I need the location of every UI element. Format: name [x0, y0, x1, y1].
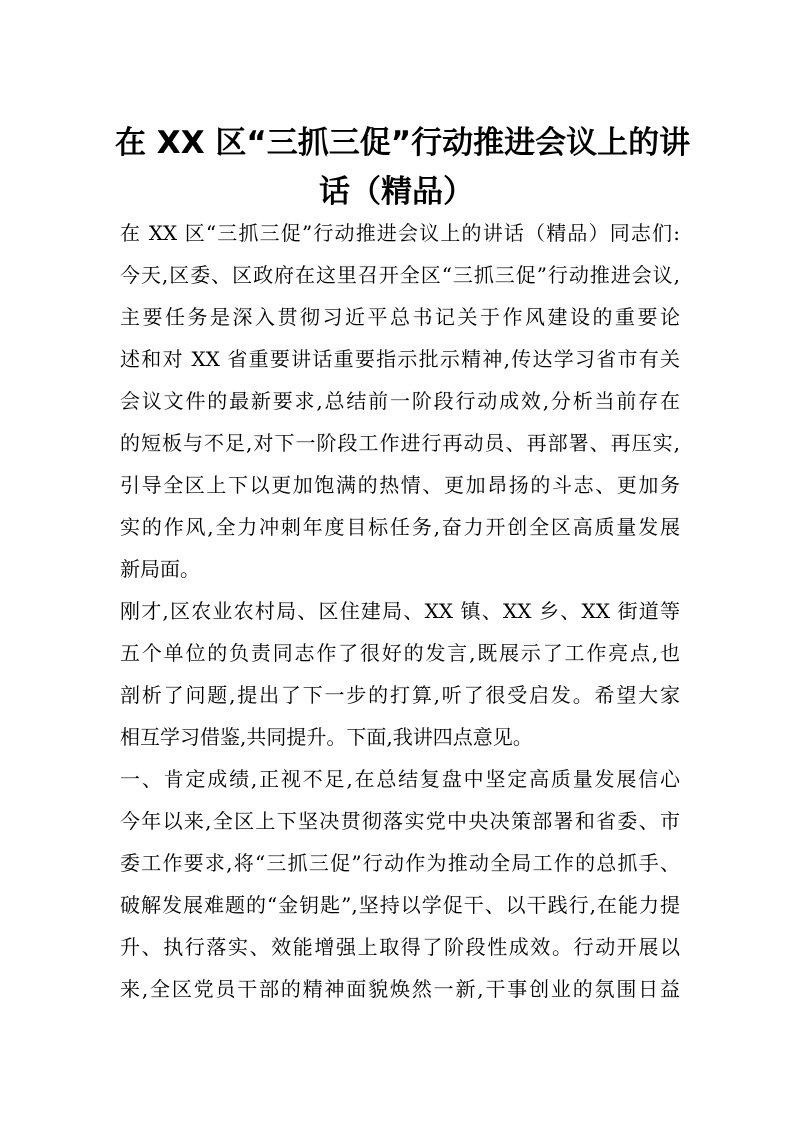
body-line: 剖析了问题,提出了下一步的打算,听了很受启发。希望大家: [120, 683, 680, 707]
body-line: 来,全区党员干部的精神面貌焕然一新,干事创业的氛围日益: [120, 977, 680, 1001]
body-line: 今天,区委、区政府在这里召开全区“三抓三促”行动推进会议,: [120, 263, 680, 287]
body-line: 述和对 XX 省重要讲话重要指示批示精神,传达学习省市有关: [120, 347, 680, 371]
body-line: 刚才,区农业农村局、区住建局、XX 镇、XX 乡、XX 街道等: [120, 599, 680, 623]
document-body: [120, 212, 680, 1010]
body-line: 的短板与不足,对下一阶段工作进行再动员、再部署、再压实,: [120, 431, 680, 455]
body-line: 升、执行落实、效能增强上取得了阶段性成效。行动开展以: [120, 935, 680, 959]
body-line: 破解发展难题的“金钥匙”,坚持以学促干、以干践行,在能力提: [120, 893, 680, 917]
body-line: 会议文件的最新要求,总结前一阶段行动成效,分析当前存在: [120, 389, 680, 413]
body-line: 今年以来,全区上下坚决贯彻落实党中央决策部署和省委、市: [120, 809, 680, 833]
body-line: 新局面。: [120, 557, 200, 581]
body-line: 五个单位的负责同志作了很好的发言,既展示了工作亮点,也: [120, 641, 680, 665]
body-line: 委工作要求,将“三抓三促”行动作为推动全局工作的总抓手、: [120, 851, 680, 875]
body-line: 引导全区上下以更加饱满的热情、更加昂扬的斗志、更加务: [120, 473, 680, 497]
body-line: 相互学习借鉴,共同提升。下面,我讲四点意见。: [120, 725, 533, 749]
document-title-line-1: 在 XX 区“三抓三促”行动推进会议上的讲: [115, 125, 691, 161]
section-heading: 一、肯定成绩,正视不足,在总结复盘中坚定高质量发展信心: [120, 767, 680, 791]
body-line: 在 XX 区“三抓三促”行动推进会议上的讲话（精品）同志们:: [120, 221, 680, 245]
body-line: 实的作风,全力冲刺年度目标任务,奋力开创全区高质量发展: [120, 515, 680, 539]
document-title-line-2: 话（精品）: [319, 174, 474, 210]
body-line: 主要任务是深入贯彻习近平总书记关于作风建设的重要论: [120, 305, 680, 329]
